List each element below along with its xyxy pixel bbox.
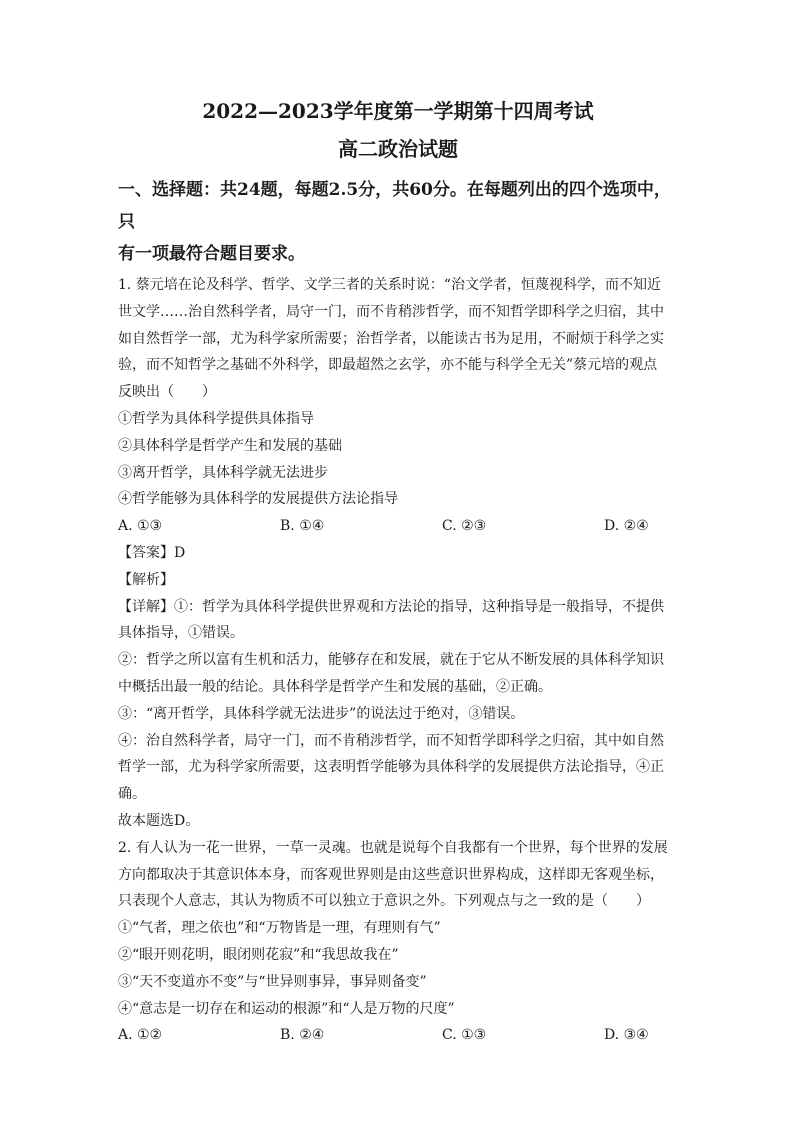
option-a: A. ①③ [118, 518, 163, 535]
detail-line: 具体指导，①错误。 [118, 625, 244, 642]
statement-item: ①哲学为具体科学提供具体指导 [118, 410, 314, 427]
question-text-line: 反映出（ ） [118, 384, 216, 401]
question-text-line: 如自然哲学一部，尤为科学家所需要；治哲学者，以能读古书为足用，不耐烦于科学之实 [118, 330, 664, 347]
statement-item: ④哲学能够为具体科学的发展提供方法论指导 [118, 491, 398, 508]
section-heading [118, 174, 678, 270]
question-text-line: 方向都取决于其意识体本身，而客观世界则是由这些意识世界构成，这样即无客观坐标， [118, 866, 664, 883]
answer-options [118, 513, 678, 540]
detail-line: 哲学一部，尤为科学家所需要，这表明哲学能够为具体科学的发展提供方法论指导，④正 [118, 759, 664, 776]
statement-item: ②“眼开则花明，眼闭则花寂”和“我思故我在” [118, 946, 399, 963]
option-d: D. ②④ [604, 518, 649, 535]
statement-item: ②具体科学是哲学产生和发展的基础 [118, 437, 342, 454]
question-1 [118, 272, 678, 835]
exam-title: 2022—2023学年度第一学期第十四周考试 [202, 99, 594, 123]
statement-item: ③“天不变道亦不变”与“世异则事异，事异则备变” [118, 973, 427, 990]
section-heading-line: 一、选择题：共24题，每题2.5分，共60分。在每题列出的四个选项中，只 [118, 180, 671, 232]
section-heading-line: 有一项最符合题目要求。 [118, 244, 305, 264]
option-b: B. ②④ [280, 1027, 325, 1044]
statement-item: ①“气者，理之依也”和“万物皆是一理，有理则有气” [118, 920, 441, 937]
statement-item: ③离开哲学，具体科学就无法进步 [118, 464, 328, 481]
detail-line: ②：哲学之所以富有生机和活力，能够存在和发展，就在于它从不断发展的具体科学知识 [118, 652, 664, 669]
question-text-line: 只表现个人意志，其认为物质不可以独立于意识之外。下列观点与之一致的是（ ） [118, 893, 650, 910]
option-b: B. ①④ [280, 518, 325, 535]
option-c: C. ①③ [442, 1027, 487, 1044]
answer-options [118, 1022, 678, 1049]
statement-item: ④“意志是一切存在和运动的根源”和“人是万物的尺度” [118, 1000, 455, 1017]
question-text-line: 世文学……治自然科学者，局守一门，而不肯稍涉哲学，而不知哲学即科学之归宿，其中 [118, 303, 664, 320]
exam-subtitle: 高二政治试题 [338, 137, 458, 161]
answer-line: 【答案】D [118, 544, 186, 561]
question-text-line: 验，而不知哲学之基础不外科学，即最超然之玄学，亦不能与科学全无关”蔡元培的观点 [118, 357, 658, 374]
option-d: D. ③④ [604, 1027, 649, 1044]
option-c: C. ②③ [442, 518, 487, 535]
detail-line: ④：治自然科学者，局守一门，而不肯稍涉哲学，而不知哲学即科学之归宿，其中如自然 [118, 732, 664, 749]
exam-page [118, 96, 678, 1049]
detail-line: 故本题选D。 [118, 812, 200, 829]
question-2 [118, 835, 678, 1049]
question-text-line: 1. 蔡元培在论及科学、哲学、文学三者的关系时说：“治文学者，恒蔑视科学，而不知近 [118, 277, 661, 293]
question-text-line: 2. 有人认为一花一世界，一草一灵魂。也就是说每个自我都有一个世界，每个世界的发展 [118, 839, 668, 856]
detail-line: 【详解】①：哲学为具体科学提供世界观和方法论的指导，这种指导是一般指导，不提供 [118, 598, 664, 615]
detail-line: 确。 [118, 786, 146, 803]
analysis-label: 【解析】 [118, 571, 174, 588]
option-a: A. ①② [118, 1027, 163, 1044]
detail-line: 中概括出最一般的结论。具体科学是哲学产生和发展的基础，②正确。 [118, 678, 552, 695]
detail-line: ③：“离开哲学，具体科学就无法进步”的说法过于绝对，③错误。 [118, 705, 525, 722]
